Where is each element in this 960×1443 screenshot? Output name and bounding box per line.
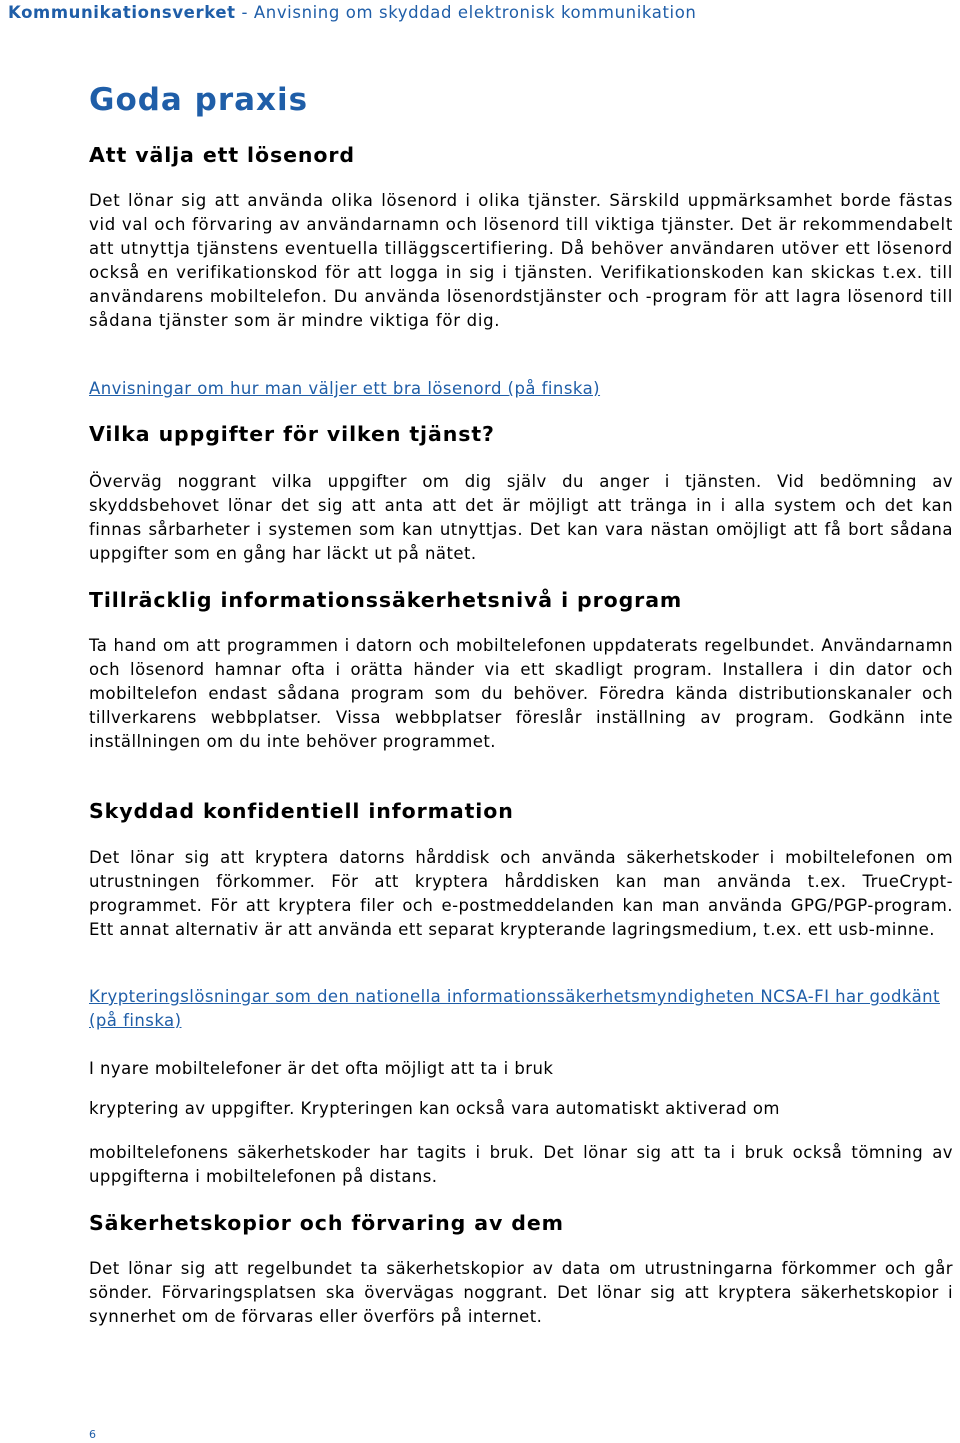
header-separator: - xyxy=(235,3,254,22)
section-heading-password: Att välja ett lösenord xyxy=(89,143,355,167)
password-guide-link[interactable]: Anvisningar om hur man väljer ett bra lösenord (på finska) xyxy=(89,379,601,398)
mobile-encryption-line-2: kryptering av uppgifter. Krypteringen kan också vara automatiskt aktiverad om xyxy=(89,1099,780,1118)
section-paragraph-confidential-info: Det lönar sig att kryptera datorns hårddisk och använda säkerhetskoder i mobiltelefonen om utrustningen förkommer. För att kryptera hårddisken kan man använda t.ex. TrueCrypt-programmet. För att kryptera filer och e-postmeddelanden kan man använda GPG/PGP-program. Ett annat alternativ är att använda ett separat krypterande lagringsmedium, t.ex. ett usb-minne. xyxy=(89,848,953,939)
section-heading-data-per-service: Vilka uppgifter för vilken tjänst? xyxy=(89,422,495,446)
header-subtitle: Anvisning om skyddad elektronisk kommunikation xyxy=(253,3,697,22)
mobile-encryption-paragraph: mobiltelefonens säkerhetskoder har tagits i bruk. Det lönar sig att ta i bruk också tömning av uppgifterna i mobiltelefonen på distans. xyxy=(89,1143,953,1186)
section-heading-program-security: Tillräcklig informationssäkerhetsnivå i program xyxy=(89,588,683,612)
section-paragraph-data-per-service: Överväg noggrant vilka uppgifter om dig själv du anger i tjänsten. Vid bedömning av skyddsbehovet lönar det sig att anta att det är möjligt att tränga in i alla system och det kan finnas sårbarheter i systemen som kan utnyttjas. Det kan vara nästan omöjligt att få bort sådana uppgifter som en gång har läckt ut på nätet. xyxy=(89,472,953,563)
section-paragraph-backups: Det lönar sig att regelbundet ta säkerhetskopior av data om utrustningarna förkommer och går sönder. Förvaringsplatsen ska övervägas noggrant. Det lönar sig att kryptera säkerhetskopior i synnerhet om de förvaras eller överförs på internet. xyxy=(89,1259,953,1326)
running-header xyxy=(8,3,696,22)
encryption-link-paragraph xyxy=(89,985,953,1033)
section-heading-backups: Säkerhetskopior och förvaring av dem xyxy=(89,1211,564,1235)
password-guide-link-paragraph xyxy=(89,377,953,401)
section-paragraph-password: Det lönar sig att använda olika lösenord i olika tjänster. Särskild uppmärksamhet borde fästas vid val och förvaring av användarnamn och lösenord till viktiga tjänster. Det är rekommendabelt att utnyttja tjänstens eventuella tilläggscertifiering. Då behöver användaren utöver ett lösenord också en verifikationskod för att logga in sig i tjänsten. Verifikationskoden kan skickas t.ex. till användarens mobiltelefon. Du använda lösenordstjänster och -program för att lagra lösenord till sådana tjänster som är mindre viktiga för dig. xyxy=(89,191,953,330)
encryption-solutions-link[interactable]: Krypteringslösningar som den nationella informationssäkerhetsmyndigheten NCSA-FI har godkänt (på finska) xyxy=(89,987,940,1030)
section-heading-confidential-info: Skyddad konfidentiell information xyxy=(89,799,514,823)
mobile-encryption-line-1: I nyare mobiltelefoner är det ofta möjligt att ta i bruk xyxy=(89,1059,554,1078)
page-number: 6 xyxy=(89,1428,96,1441)
section-paragraph-program-security: Ta hand om att programmen i datorn och mobiltelefonen uppdaterats regelbundet. Användarnamn och lösenord hamnar ofta i orätta händer via ett skadligt program. Installera i din dator och mobiltelefon endast sådana program som du behöver. Föredra kända distributionskanaler och tillverkarens webbplatser. Vissa webbplatser föreslår inställning av program. Godkänn inte inställningen om du inte behöver programmet. xyxy=(89,636,953,751)
header-brand: Kommunikationsverket xyxy=(8,3,236,22)
page-title: Goda praxis xyxy=(89,82,309,118)
